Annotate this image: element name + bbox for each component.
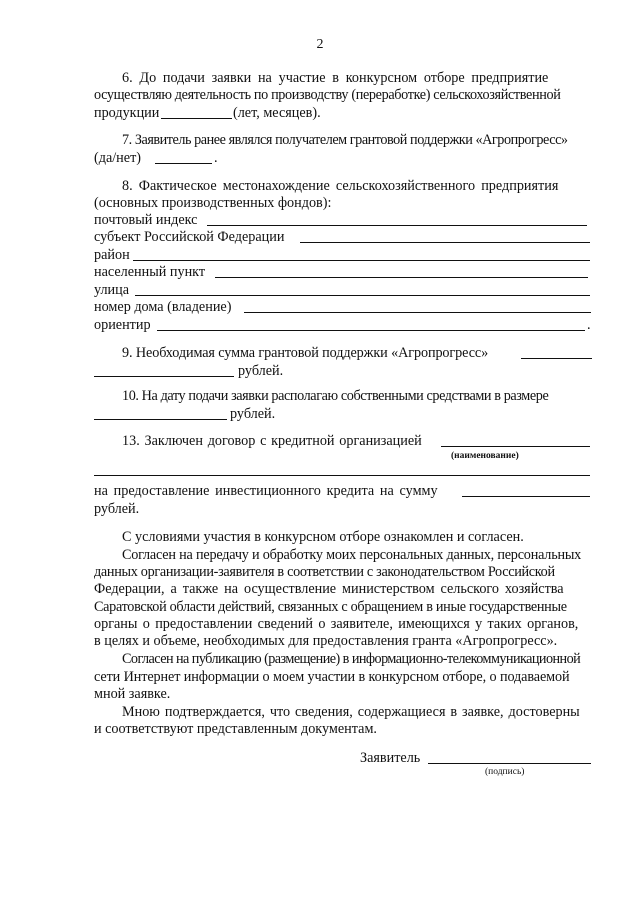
- p7-end: .: [214, 150, 218, 166]
- agreement-personal-data-l5: органы о предоставлении сведений о заявителе, имеющихся у таких органов,: [94, 616, 579, 632]
- signature-caption: (подпись): [485, 767, 525, 777]
- p10-funds-field[interactable]: [94, 419, 227, 420]
- p8-street-field[interactable]: [135, 295, 590, 296]
- agreement-personal-data-l1: Согласен на передачу и обработку моих персональных данных, персональных: [122, 547, 582, 563]
- p13-bank-name-caption: (наименование): [451, 451, 519, 461]
- p8-district-field[interactable]: [133, 260, 590, 261]
- p8-postcode-field[interactable]: [207, 225, 587, 226]
- p8-field-label-landmark: ориентир: [94, 317, 151, 333]
- p9-line1: 9. Необходимая сумма грантовой поддержки «Агропрогресс»: [122, 345, 489, 361]
- agreement-publication-l2: сети Интернет информации о моем участии в конкурсном отборе, о подаваемой: [94, 669, 570, 685]
- p13-bank-name-field[interactable]: [441, 446, 590, 447]
- agreement-confirmation-l2: и соответствуют представленным документам.: [94, 721, 377, 737]
- p8-settlement-field[interactable]: [215, 277, 588, 278]
- p8-field-label-postcode: почтовый индекс: [94, 212, 198, 228]
- p7-line2-label: (да/нет): [94, 150, 141, 166]
- p13-bank-name-field-2[interactable]: [94, 475, 590, 476]
- p8-line1: 8. Фактическое местонахождение сельскохозяйственного предприятия: [122, 178, 559, 194]
- page-number: 2: [316, 37, 324, 52]
- signature-label: Заявитель: [360, 750, 421, 766]
- agreement-personal-data-l6: в целях и объеме, необходимых для предоставления гранта «Агропрогресс».: [94, 633, 558, 649]
- signature-field[interactable]: [428, 763, 591, 764]
- p13-line4: рублей.: [94, 501, 140, 517]
- p8-field-label-district: район: [94, 247, 130, 263]
- agreement-confirmation-l1: Мною подтверждается, что сведения, содержащиеся в заявке, достоверны: [122, 704, 580, 720]
- p9-amount-field-b[interactable]: [94, 376, 234, 377]
- p6-line3-unit: (лет, месяцев).: [233, 105, 321, 121]
- agreement-personal-data-l3: Федерации, а также на осуществление министерством сельского хозяйства: [94, 581, 564, 597]
- p8-house-field[interactable]: [244, 312, 591, 313]
- p8-field-label-street: улица: [94, 282, 130, 298]
- p13-line1: 13. Заключен договор с кредитной организацией: [122, 433, 422, 449]
- p9-amount-field-a[interactable]: [521, 358, 592, 359]
- p8-end: .: [587, 317, 591, 333]
- p8-field-label-subject: субъект Российской Федерации: [94, 229, 285, 245]
- agreement-terms: С условиями участия в конкурсном отборе ознакомлен и согласен.: [122, 529, 524, 545]
- p9-line2: рублей.: [238, 363, 284, 379]
- p13-line3: на предоставление инвестиционного кредита на сумму: [94, 483, 438, 499]
- p6-line2: осуществляю деятельность по производству (переработке) сельскохозяйственной: [94, 87, 561, 103]
- p7-answer-field[interactable]: [155, 163, 212, 164]
- p7-line1: 7. Заявитель ранее являлся получателем грантовой поддержки «Агропрогресс»: [122, 132, 568, 148]
- p6-period-field[interactable]: [161, 118, 232, 119]
- agreement-publication-l1: Согласен на публикацию (размещение) в информационно-телекоммуникационной: [122, 651, 581, 667]
- p8-subject-field[interactable]: [300, 242, 590, 243]
- agreement-personal-data-l4: Саратовской области действий, связанных с обращением в иные государственные: [94, 599, 567, 615]
- p8-landmark-field[interactable]: [157, 330, 585, 331]
- p8-field-label-settlement: населенный пункт: [94, 264, 206, 280]
- p10-line1: 10. На дату подачи заявки располагаю собственными средствами в размере: [122, 388, 549, 404]
- p8-field-label-house: номер дома (владение): [94, 299, 232, 315]
- p6-line1: 6. До подачи заявки на участие в конкурсном отборе предприятие: [122, 70, 549, 86]
- agreement-personal-data-l2: данных организации-заявителя в соответствии с законодательством Российской: [94, 564, 555, 580]
- p6-line3-label: продукции: [94, 105, 160, 121]
- p8-line2: (основных производственных фондов):: [94, 195, 332, 211]
- p10-line2: рублей.: [230, 406, 276, 422]
- p13-credit-amount-field[interactable]: [462, 496, 590, 497]
- agreement-publication-l3: мной заявке.: [94, 686, 171, 702]
